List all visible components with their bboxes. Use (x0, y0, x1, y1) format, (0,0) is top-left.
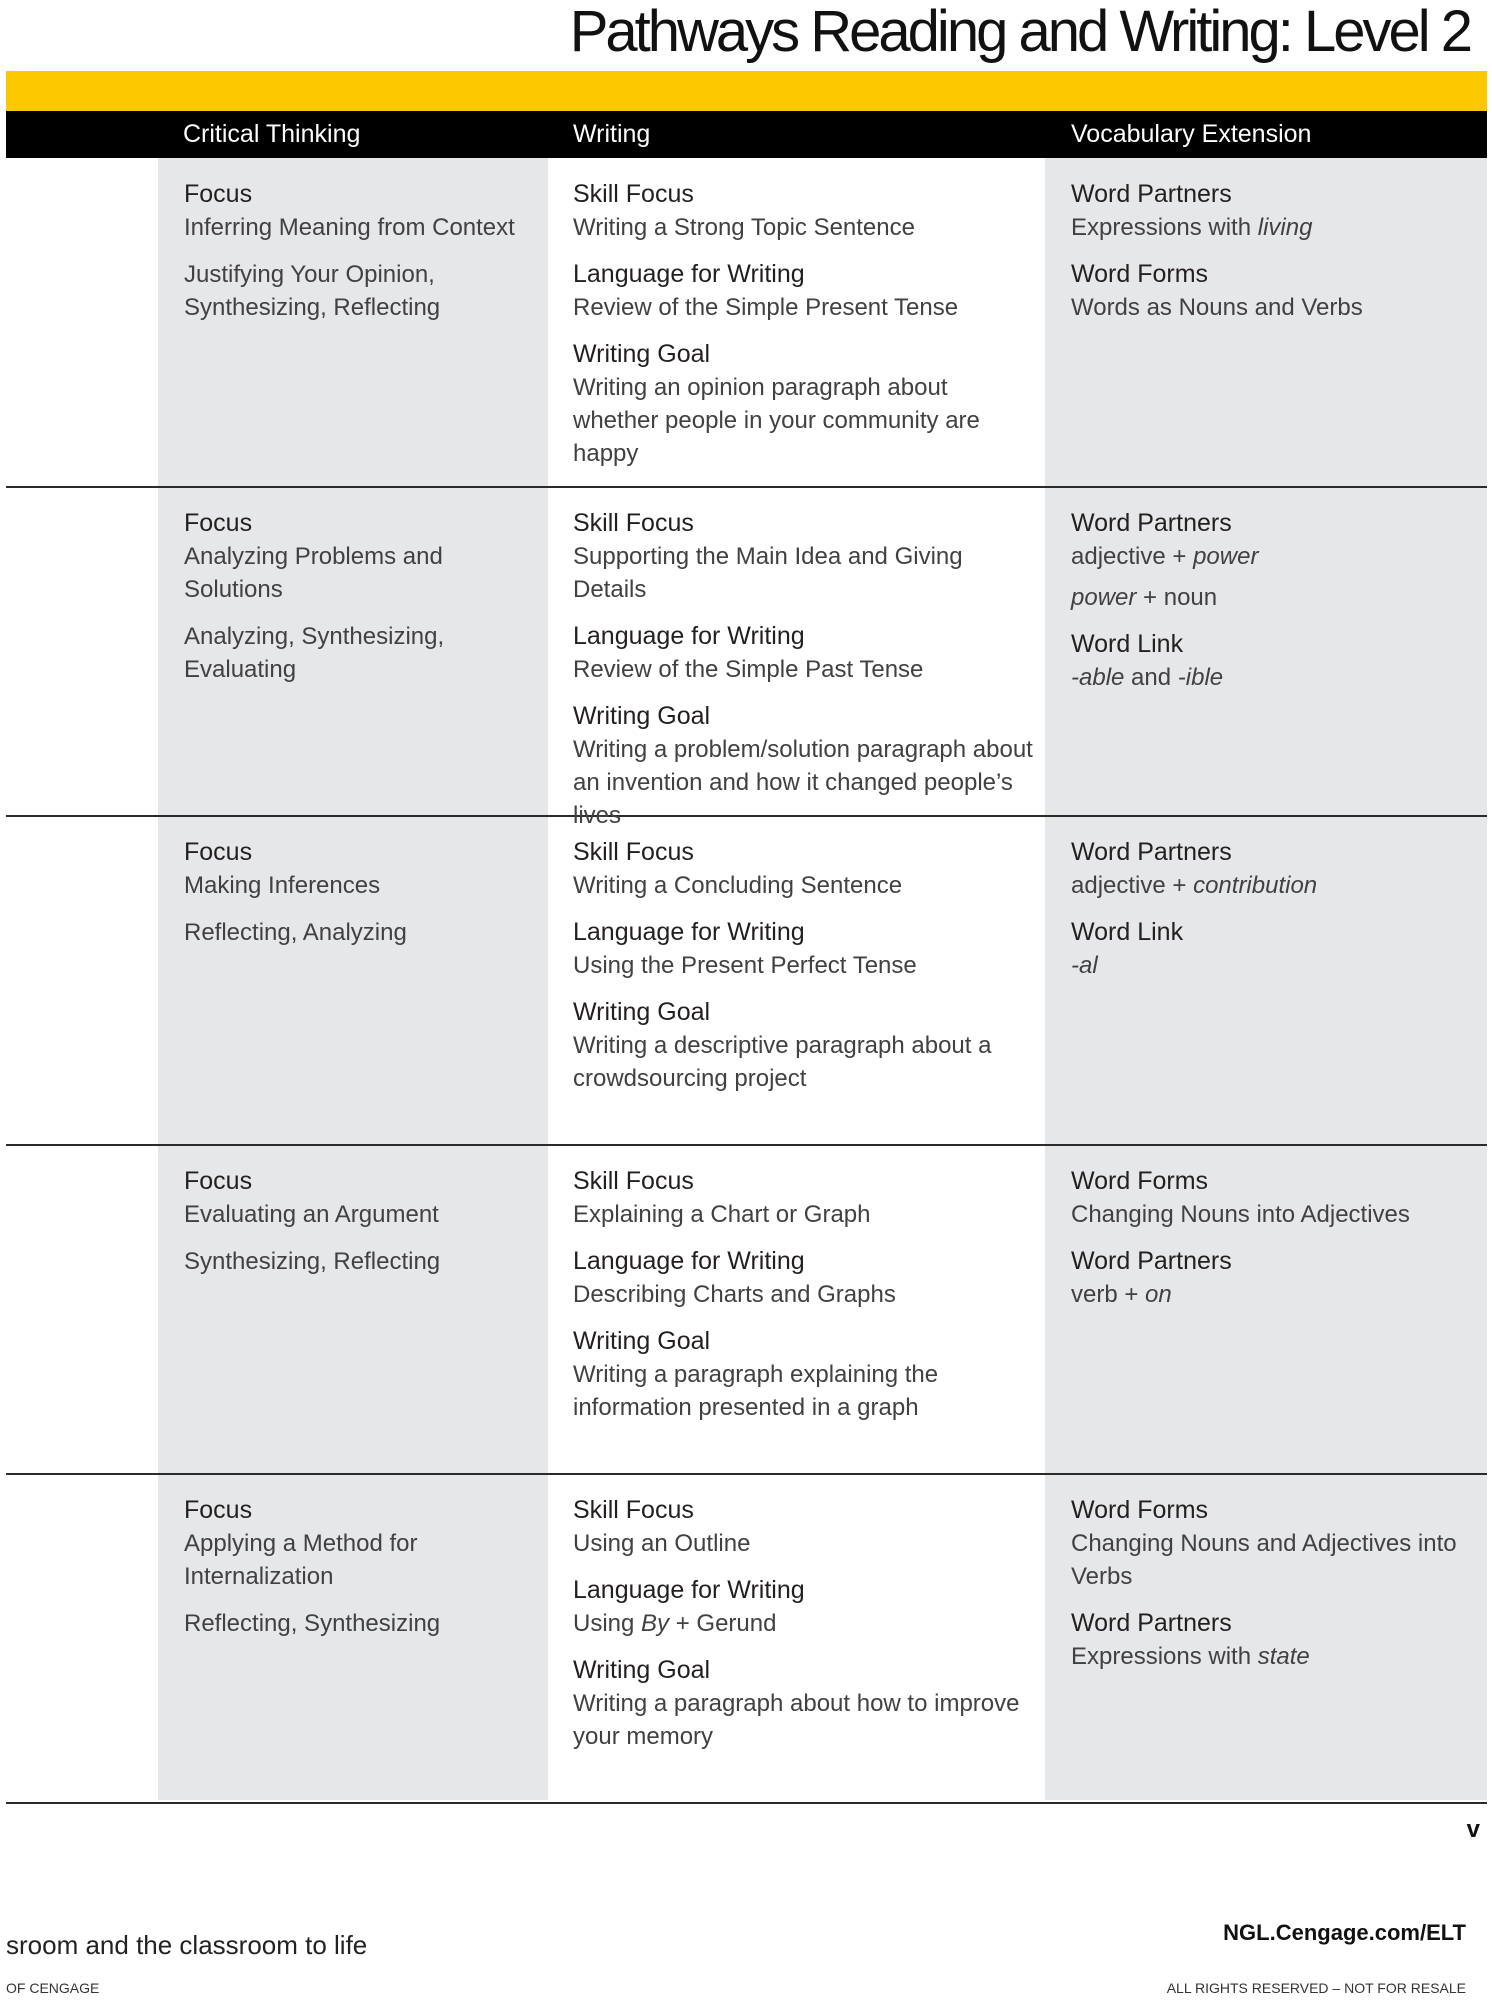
row-divider (6, 1802, 1487, 1804)
cell-label: Focus (184, 180, 253, 208)
text-segment: contribution (1193, 872, 1318, 899)
writing-block (573, 1245, 1033, 1311)
cell-label: Skill Focus (573, 838, 694, 866)
vocab-line (1071, 661, 1471, 694)
vocabulary-cell (1071, 178, 1471, 324)
writing-text: Using the Present Perfect Tense (573, 952, 917, 979)
cell-label: Word Partners (1071, 1609, 1232, 1637)
text-segment: on (1145, 1281, 1172, 1308)
writing-cell (573, 1494, 1033, 1753)
focus-text: Analyzing Problems and Solutions (184, 543, 443, 603)
writing-block (573, 1325, 1033, 1424)
cell-label: Word Partners (1071, 509, 1232, 537)
writing-cell (573, 836, 1033, 1095)
text-segment: state (1257, 1643, 1310, 1670)
writing-block (573, 507, 1033, 606)
cell-label: Skill Focus (573, 509, 694, 537)
footer-tagline: sroom and the classroom to life (6, 1930, 368, 1960)
cell-label: Writing Goal (573, 340, 711, 368)
writing-text: Review of the Simple Past Tense (573, 656, 924, 683)
focus-text: Evaluating an Argument (184, 1201, 439, 1228)
cell-label: Word Link (1071, 918, 1184, 946)
vocab-block (1071, 1245, 1471, 1311)
row-divider (6, 1473, 1487, 1475)
text-segment: + Gerund (669, 1610, 777, 1637)
writing-block (573, 836, 1033, 902)
text-segment: By (641, 1610, 670, 1637)
writing-text: Using an Outline (573, 1530, 751, 1557)
vocab-block (1071, 1165, 1471, 1231)
text-segment: Expressions with (1071, 214, 1258, 241)
text-segment: power (1193, 543, 1259, 570)
column-header-critical-thinking: Critical Thinking (183, 120, 361, 148)
vocab-block (1071, 1494, 1471, 1593)
vocab-block (1071, 628, 1471, 694)
critical-skills-text: Justifying Your Opinion, Synthesizing, Reflecting (184, 261, 441, 321)
writing-block (573, 178, 1033, 244)
footer-copyright-left: OF CENGAGE (6, 1980, 100, 1996)
cell-label: Focus (184, 1496, 253, 1524)
writing-text: Writing a Strong Topic Sentence (573, 214, 915, 241)
writing-text: Review of the Simple Present Tense (573, 294, 959, 321)
vocab-block (1071, 507, 1471, 614)
page-title: Pathways Reading and Writing: Level 2 (569, 0, 1470, 64)
footer-copyright-right: ALL RIGHTS RESERVED – NOT FOR RESALE (1166, 1980, 1466, 1996)
cell-label: Skill Focus (573, 1167, 694, 1195)
critical-thinking-cell (184, 1165, 529, 1278)
vocab-line (1071, 1278, 1471, 1311)
text-segment: and (1124, 664, 1178, 691)
cell-label: Word Link (1071, 630, 1184, 658)
writing-block (573, 1494, 1033, 1560)
cell-label: Writing Goal (573, 702, 711, 730)
cell-label: Focus (184, 509, 253, 537)
vocab-block (1071, 258, 1471, 324)
cell-label: Focus (184, 838, 253, 866)
footer-url-link[interactable]: NGL.Cengage.com/ELT (1223, 1920, 1466, 1945)
vocab-line (1071, 1527, 1471, 1593)
column-header-writing: Writing (573, 120, 651, 148)
vocab-line (1071, 949, 1471, 982)
writing-text: Writing a Concluding Sentence (573, 872, 903, 899)
text-segment: living (1257, 214, 1313, 241)
accent-bar (6, 71, 1487, 111)
text-segment: Changing Nouns into Adjectives (1071, 1201, 1410, 1228)
column-header-vocabulary-extension: Vocabulary Extension (1071, 120, 1312, 148)
cell-label: Focus (184, 1167, 253, 1195)
cell-label: Language for Writing (573, 260, 805, 288)
text-segment: -able (1071, 664, 1125, 691)
writing-text: Writing a descriptive paragraph about a crowdsourcing project (573, 1032, 992, 1092)
writing-text: Writing a paragraph explaining the information presented in a graph (573, 1361, 939, 1421)
critical-skills-text: Synthesizing, Reflecting (184, 1248, 441, 1275)
focus-text: Applying a Method for Internalization (184, 1530, 418, 1590)
vocab-line (1071, 540, 1471, 573)
text-segment: Using (573, 1610, 642, 1637)
writing-text: Writing an opinion paragraph about whether people in your community are happy (573, 374, 980, 467)
writing-text: Supporting the Main Idea and Giving Details (573, 543, 963, 603)
text-segment: Words as Nouns and Verbs (1071, 294, 1363, 321)
vocab-line (1071, 1198, 1471, 1231)
cell-label: Word Forms (1071, 260, 1209, 288)
vocabulary-cell (1071, 1494, 1471, 1673)
row-divider (6, 486, 1487, 488)
writing-cell (573, 507, 1033, 832)
writing-text: Writing a paragraph about how to improve your memory (573, 1690, 1020, 1750)
table-header (6, 111, 1487, 158)
cell-label: Skill Focus (573, 1496, 694, 1524)
writing-block (573, 1654, 1033, 1753)
writing-block (573, 338, 1033, 470)
vocab-line (1071, 211, 1471, 244)
vocabulary-cell (1071, 1165, 1471, 1311)
cell-label: Word Forms (1071, 1167, 1209, 1195)
writing-text (573, 1607, 1033, 1640)
critical-thinking-cell (184, 836, 529, 949)
cell-label: Word Partners (1071, 838, 1232, 866)
vocab-line (1071, 869, 1471, 902)
cell-label: Word Forms (1071, 1496, 1209, 1524)
cell-label: Writing Goal (573, 1327, 711, 1355)
cell-label: Writing Goal (573, 998, 711, 1026)
writing-text: Describing Charts and Graphs (573, 1281, 896, 1308)
text-segment: verb + (1071, 1281, 1146, 1308)
text-segment: adjective + (1071, 872, 1194, 899)
vocab-line (1071, 291, 1471, 324)
writing-block (573, 620, 1033, 686)
vocabulary-cell (1071, 836, 1471, 982)
writing-text: Explaining a Chart or Graph (573, 1201, 871, 1228)
cell-label: Language for Writing (573, 1247, 805, 1275)
focus-text: Inferring Meaning from Context (184, 214, 515, 241)
vocab-block (1071, 1607, 1471, 1673)
writing-block (573, 1165, 1033, 1231)
vocab-block (1071, 916, 1471, 982)
writing-block (573, 1574, 1033, 1640)
page-number: v (1466, 1816, 1480, 1843)
writing-block (573, 258, 1033, 324)
vocab-line (1071, 581, 1471, 614)
text-segment: Expressions with (1071, 1643, 1258, 1670)
row-divider (6, 1144, 1487, 1146)
text-segment: Changing Nouns and Adjectives into Verbs (1071, 1530, 1457, 1590)
writing-text: Writing a problem/solution paragraph about an invention and how it changed people’s lives (573, 736, 1033, 829)
cell-label: Writing Goal (573, 1656, 711, 1684)
cell-label: Skill Focus (573, 180, 694, 208)
cell-label: Language for Writing (573, 918, 805, 946)
writing-cell (573, 1165, 1033, 1424)
critical-skills-text: Reflecting, Synthesizing (184, 1610, 441, 1637)
vocabulary-cell (1071, 507, 1471, 694)
text-segment: adjective + (1071, 543, 1194, 570)
vocab-line (1071, 1640, 1471, 1673)
cell-label: Language for Writing (573, 622, 805, 650)
writing-block (573, 916, 1033, 982)
cell-label: Word Partners (1071, 180, 1232, 208)
writing-cell (573, 178, 1033, 470)
critical-thinking-cell (184, 178, 529, 324)
text-segment: power (1071, 584, 1137, 611)
text-segment: + noun (1136, 584, 1218, 611)
cell-label: Word Partners (1071, 1247, 1232, 1275)
critical-skills-text: Analyzing, Synthesizing, Evaluating (184, 623, 445, 683)
focus-text: Making Inferences (184, 872, 381, 899)
writing-block (573, 700, 1033, 832)
critical-skills-text: Reflecting, Analyzing (184, 919, 407, 946)
vocab-block (1071, 178, 1471, 244)
text-segment: -ible (1177, 664, 1224, 691)
critical-thinking-cell (184, 507, 529, 686)
writing-block (573, 996, 1033, 1095)
text-segment: -al (1071, 952, 1098, 979)
cell-label: Language for Writing (573, 1576, 805, 1604)
vocab-block (1071, 836, 1471, 902)
critical-thinking-cell (184, 1494, 529, 1640)
